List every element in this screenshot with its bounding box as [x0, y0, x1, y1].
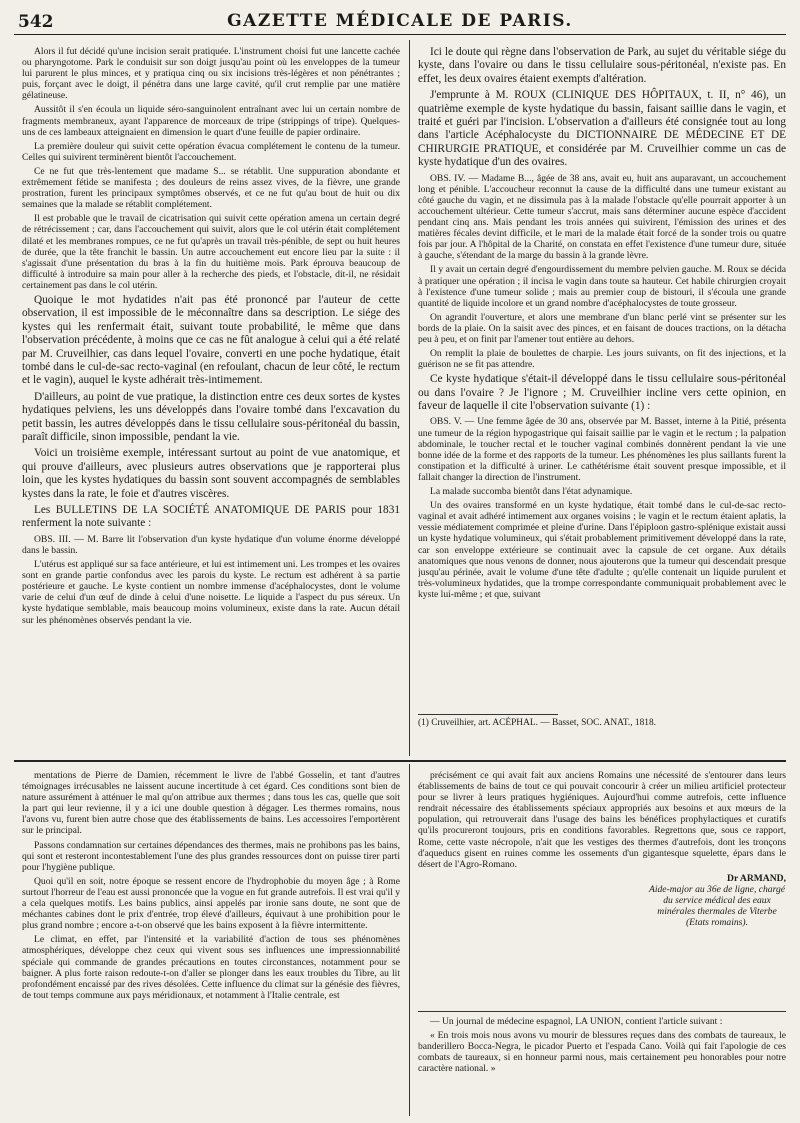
column-left-bottom [22, 770, 400, 1114]
paragraph: Voici un troisième exemple, intéressant surtout au point de vue anatomique, et qui prouve d'ailleurs, avec plusieurs autres observations que je rapporterai plus loin, que les kystes hydatiques du bassin sont souvent accompagnés de semblables kystes dans la rate, le foie et d'autres viscères. [22, 447, 400, 500]
paragraph: Il y avait un certain degré d'engourdissement du membre pelvien gauche. M. Roux se décida à pratiquer une opération ; il incisa le vagin dans toute sa hauteur. Cet habile chirurgien croyait à l'existence d'une tumeur solide ; mais au premier coup de bistouri, il s'écoula une grande quantité de liquide incolore et un grand nombre d'acéphalocystes de toute grosseur. [418, 264, 786, 309]
paragraph: OBS. V. — Une femme âgée de 30 ans, observée par M. Basset, interne à la Pitié, présenta une tumeur de la région hypogastrique qui faisait saillie par le vagin et le rectum ; la palpation abdominale, le toucher rectal et le toucher vaginal combinés donnèrent pendant la vie une bonne idée de la forme et des rapports de la tumeur. Les phénomènes les plus saillants furent la constipation et la difficulté à uriner. Le cathétérisme était souvent presque impossible, et il fallait changer la direction de l'instrument. [418, 416, 786, 483]
paragraph: précisément ce qui avait fait aux anciens Romains une nécessité de s'entourer dans leurs établissements de bains de tout ce qui pouvait concourir à créer un milieu artificiel protecteur pour se livrer à leurs pratiques hygiéniques. Aujourd'hui comme autrefois, cette influence rendrait nécessaire des établissements spéciaux appropriés aux besoins et aux mœurs de la population, qui retrouverait dans l'usage des bains les bénéfices prophylactiques et curatifs qu'ils procureront toujours, pris en conditions favorables. Regrettons que, sous ce rapport, Rome, cette vaste nécropole, n'ait que les vestiges des thermes d'autrefois, dont les tronçons d'aqueducs gisent en ruines comme les ossements d'un gigantesque squelette, épars dans le désert de l'Agro-Romano. [418, 770, 786, 870]
signature-name: Dr ARMAND, [727, 872, 786, 884]
signature-affiliation: Aide-major au 36e de ligne, chargé du service médical des eaux minérales thermales de Viterbe (Etats romains). [648, 883, 786, 929]
paragraph: OBS. IV. — Madame B..., âgée de 38 ans, avait eu, huit ans auparavant, un accouchement long et pénible. L'accoucheur reconnut la cause de la difficulté dans une tumeur existant au côté gauche du vagin, et ne dissimula pas à la malade l'obstacle qu'elle pourrait apporter à un accouchement ultérieur. Cette tumeur s'accrut, mais sans déterminer aucune espèce d'accident pendant cinq ans. Mais pendant les trois années qui suivirent, l'émission des urines et des matières fécales devint difficile, et le mari de la malade était forcé de la sonder trois ou quatre fois par jour. A l'hôpital de la Charité, on constata en effet l'existence d'une tumeur dure, située à gauche, s'étendant de la marge du bassin à la grande lèvre. [418, 172, 786, 262]
column-divider-bottom [409, 764, 410, 1116]
column-right-top [418, 46, 786, 758]
paragraph: mentations de Pierre de Damien, récemment le livre de l'abbé Gosselin, et tant d'autres témoignages irrécusables ne laissent aucune incertitude à cet égard. Ces conditions sont bien de nature assurément à atténuer le mal qu'on attribue aux thermes ; dans tous les cas, quelle que soit la part qui leur revienne, il y a ici une double question à dégager. Les thermes romains, nous l'avons vu, furent bien autre chose que des établissements de bains. Les accessoires l'emportèrent sur le principal. [22, 770, 400, 837]
journal-title: GAZETTE MÉDICALE DE PARIS. [227, 11, 573, 31]
paragraph: Ici le doute qui règne dans l'observation de Park, au sujet du véritable siége du kyste, dans l'ovaire ou dans le tissu cellulaire sous-péritonéal, n'existe pas. En effet, les deux ovaires étaient exempts d'altération. [418, 46, 786, 85]
paragraph: Aussitôt il s'en écoula un liquide séro-sanguinolent entraînant avec lui un certain nombre de fragments membraneux, ayant l'apparence de morceaux de tripe (strippings of tripe). Quelques-uns de ces lambeaux atteignaient en dimension le quart d'une feuille de papier ordinaire. [22, 104, 400, 138]
column-divider-top [409, 40, 410, 756]
page-header [14, 8, 786, 35]
page-number: 542 [18, 12, 54, 32]
paragraph: Quoique le mot hydatides n'ait pas été prononcé par l'auteur de cette observation, il est impossible de le méconnaître dans sa description. Le siége des kystes qui les renfermait était, suivant toute probabilité, le même que dans l'observation précédente, à moins que ce cas ne fût analogue à celui qui a été relaté par M. Cruveilhier, cas dans lequel l'ovaire, converti en une poche hydatique, était tombé dans le cul-de-sac recto-vaginal (en refoulant, chacun de leur côté, le rectum et le vagin), auquel le kyste adhérait très-intimement. [22, 293, 400, 387]
paragraph: D'ailleurs, au point de vue pratique, la distinction entre ces deux sortes de kystes hydatiques pelviens, les uns développés dans l'ovaire tombé dans l'excavation du petit bassin, les autres développés dans le tissu cellulaire sous-péritonéal du bassin, paraît difficile, sinon impossible, pendant la vie. [22, 390, 400, 444]
note-separator [418, 1011, 786, 1012]
paragraph: La malade succomba bientôt dans l'état adynamique. [430, 486, 633, 498]
note-quote: « En trois mois nous avons vu mourir de blessures reçues dans des combats de taureaux, le banderillero Bocca-Negra, le picador Puerto et l'espada Cano. Voilà qui fait l'apologie de ces combats de taureaux, si en honneur parmi nous, mais certainement peu honorables pour notre caractère national. » [418, 1030, 786, 1075]
paragraph: On agrandit l'ouverture, et alors une membrane d'un blanc perlé vint se présenter sur les bords de la plaie. On la saisit avec des pinces, et en faisant de douces tractions, on la détacha peu à peu, et on finit par l'amener tout entière au dehors. [418, 311, 786, 345]
paragraph: On remplit la plaie de boulettes de charpie. Les jours suivants, on fit des injections, et la guérison ne se fit pas attendre. [418, 348, 786, 371]
paragraph: J'emprunte à M. ROUX (CLINIQUE DES HÔPITAUX, t. II, n° 46), un quatrième exemple de kyste hydatique du bassin, faisant saillie dans le vagin, et traité et guéri par l'incision. L'observation a d'ailleurs été consignée tout au long dans l'article Acéphalocyste du DICTIONNAIRE DE MÉDECINE ET DE CHIRURGIE PRATIQUE, et considérée par M. Cruveilhier comme un cas de kyste hydatique d'un des ovaires. [418, 89, 786, 169]
footnote-rule [418, 714, 558, 715]
paragraph: Un des ovaires transformé en un kyste hydatique, était tombé dans le cul-de-sac recto-vaginal et avait adhéré intimement aux organes voisins ; le vagin et le rectum étaient aplatis, la vessie médiatement comprimée et pleine d'urine. Dans l'épiploon gastro-splénique existait aussi un kyste hydatique volumineux, qui s'était probablement primitivement développé dans la rate, car son enveloppe extérieure se continuait avec la capsule de cet organe. Aux détails anatomiques que nous venons de donner, nous ajouterons que la tumeur qui descendait presque jusqu'au périnée, avait le volume d'une tête d'adulte ; qu'elle contenait un liquide purulent et très-volumineux hydatides, que la trompe correspondante communiquait probablement avec le kyste lui-même ; et que, suivant [418, 500, 786, 600]
observation-heading: OBS. III. — M. Barre lit l'observation d'un kyste hydatique d'un volume énorme développé dans le bassin. [22, 533, 400, 556]
column-right-bottom [418, 770, 786, 1006]
paragraph: Alors il fut décidé qu'une incision serait pratiquée. L'instrument choisi fut une lancette cachée ou pharyngotome. Park le conduisit sur son doigt jusqu'au point où les enveloppes de la tumeur lui parurent le plus minces, et y pratiqua cinq ou six incisions très-légères et non pénétrantes ; puis, forçant avec le doigt, il pénétra dans une large cavité, qu'il crut remplie par une matière gélatineuse. [22, 46, 400, 102]
paragraph: Les BULLETINS DE LA SOCIÉTÉ ANATOMIQUE DE PARIS pour 1831 renferment la note suivante : [22, 504, 400, 530]
paragraph: L'utérus est appliqué sur sa face antérieure, et lui est intimement uni. Les trompes et les ovaires sont en grande partie confondus avec les parois du kyste. Le rectum est adhérent à sa partie postérieure et gauche. Le kyste contient un nombre immense d'acéphalocystes, dont le volume varie de celui d'un œuf de dinde à celui d'une noisette. Le liquide a l'aspect du pus séreux. Un kyste hydatique semblable, mais beaucoup moins volumineux, existe dans la rate. Aucun détail sur les phénomènes observés pendant la vie. [22, 559, 400, 626]
paragraph: Il est probable que le travail de cicatrisation qui suivit cette opération amena un certain degré de rétrécissement ; car, dans l'accouchement qui suivit, alors que le col utérin était complétement dilaté et les membranes rompues, ce ne fut qu'après un travail très-pénible, de sept ou huit heures de durée, que la tête franchit le bassin. Un autre accouchement eut encore lieu par la suite : il s'agissait d'une présentation du bras à la fin du huitième mois. Park éprouva beaucoup de difficulté à introduire sa main pour aller à la recherche des pieds, et l'obstacle, dit-il, ne résidait certainement pas dans le col utérin. [22, 213, 400, 291]
paragraph: Le climat, en effet, par l'intensité et la variabilité d'action de tous ses phénomènes atmosphériques, développe chez ceux qui vivent sous ses influences une impressionnabilité spéciale qui commande de grandes précautions en toutes circonstances, notamment pour se baigner. A plus forte raison redoute-t-on d'aller se plonger dans les eaux troubles du Tibre, au lit profondément encaissé par des rives désolées. Cette influence du climat sur la génésie des fièvres, de tout temps commune aux pays méridionaux, et notamment à l'Italie centrale, est [22, 934, 400, 1001]
union-note [418, 1016, 786, 1116]
paragraph: Ce kyste hydatique s'était-il développé dans le tissu cellulaire sous-péritonéal ou dans l'ovaire ? Je l'ignore ; M. Cruveilhier incline vers cette opinion, en faveur de laquelle il cite l'observation suivante (1) : [418, 373, 786, 413]
column-left-top [22, 46, 400, 750]
paragraph: Ce ne fut que très-lentement que madame S... se rétablit. Une suppuration abondante et extrêmement fétide se manifesta ; des douleurs de reins assez vives, de la fièvre, une grande prostration, furent les principaux symptômes observés, et ce ne fut qu'au bout de huit ou dix semaines que la malade se rétablit complétement. [22, 165, 400, 211]
paragraph: La première douleur qui suivit cette opération évacua complétement le contenu de la tumeur. Celles qui suivirent terminèrent bientôt l'accouchement. [22, 140, 400, 163]
footnote: (1) Cruveilhier, art. ACÉPHAL. — Basset, SOC. ANAT., 1818. [418, 718, 656, 728]
signature [418, 873, 786, 928]
section-divider [14, 760, 786, 762]
note-intro: — Un journal de médecine espagnol, LA UNION, contient l'article suivant : [430, 1016, 723, 1027]
paragraph: Quoi qu'il en soit, notre époque se ressent encore de l'hydrophobie du moyen âge ; à Rome surtout l'horreur de l'eau est aussi prononcée que la vogue en fut grande autrefois. Il est vrai qu'il y a cela quelques motifs. Les bains publics, ainsi appelés par ironie sans doute, ne sont que de méchantes cabines dont le prix d'entrée, trop élevé d'ailleurs, équivaut à une prohibition pour le plus grand nombre ; encore a-t-on observé que les bains exposent à la fièvre intermittente. [22, 875, 400, 932]
paragraph: Passons condamnation sur certaines dépendances des thermes, mais ne prohibons pas les bains, qui sont et resteront incontestablement l'une des plus grandes ressources dont on puisse tirer parti pour l'hygiène publique. [22, 839, 400, 873]
